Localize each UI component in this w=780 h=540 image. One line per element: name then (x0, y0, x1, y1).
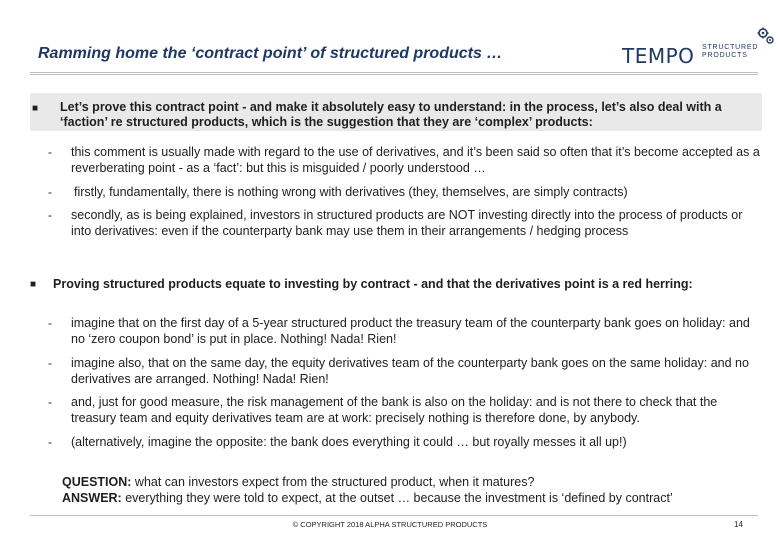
answer-line (62, 490, 762, 506)
question-text: what can investors expect from the structured product, when it matures? (131, 475, 535, 489)
dash-bullet: - (48, 316, 52, 330)
page-number: 14 (734, 520, 743, 529)
dash-bullet: - (48, 395, 52, 409)
logo-wordmark: TEMPO (622, 44, 695, 68)
proof-text: Proving structured products equate to investing by contract - and that the derivatives point is a red herring: (53, 277, 693, 291)
intro-text: Let’s prove this contract point - and make it absolutely easy to understand: in the process, let’s also deal with a ‘faction’ re structured products, which is the suggestion that they are ‘complex’ products: (60, 100, 722, 129)
intro-item-3: secondly, as is being explained, investors in structured products are NOT investing directly into the process of products or into derivatives: even if the counterparty bank may use them in their arrangements / hedging process (71, 208, 743, 238)
logo-subtitle: STRUCTURED PRODUCTS (702, 44, 759, 59)
dash-bullet: - (48, 356, 52, 370)
dash-bullet: - (48, 208, 52, 222)
proof-item-1: imagine that on the first day of a 5-year structured product the treasury team of the counterparty bank goes on holiday: and no ‘zero coupon bond’ is put in place. Nothing! Nada! Rien! (71, 316, 750, 346)
header-divider-secondary (30, 74, 758, 75)
proof-item-3: and, just for good measure, the risk management of the bank is also on the holiday: and is not there to check that the treasury team and equity derivatives team are at work: precisely nothing is therefore done, by anybody. (71, 395, 718, 425)
copyright-footer: © COPYRIGHT 2018 ALPHA STRUCTURED PRODUCTS (292, 520, 488, 529)
proof-item-4: (alternatively, imagine the opposite: the bank does everything it could … but royally messes it all up!) (71, 435, 627, 449)
logo-gear-icon (756, 26, 776, 46)
question-label: QUESTION: (62, 475, 132, 489)
header-divider (30, 72, 758, 73)
proof-item-2: imagine also, that on the same day, the equity derivatives team of the counterparty bank goes on the same holiday: and no derivatives are arranged. Nothing! Nada! Rien! (71, 356, 749, 386)
slide-title: Ramming home the ‘contract point’ of structured products … (38, 45, 503, 62)
question-line (62, 474, 762, 490)
intro-item-1: this comment is usually made with regard to the use of derivatives, and it’s been said so often that it’s become accepted as a reverberating point - as a ‘fact’: but this is misguided / poorly understood … (71, 145, 760, 175)
intro-item-2: firstly, fundamentally, there is nothing wrong with derivatives (they, themselves, are simply contracts) (74, 185, 628, 199)
answer-text: everything they were told to expect, at the outset … because the investment is ‘defined by contract’ (121, 491, 673, 505)
dash-bullet: - (48, 435, 52, 449)
answer-label: ANSWER: (62, 491, 122, 505)
footer-divider (30, 515, 758, 516)
square-bullet-icon: ■ (30, 279, 37, 290)
square-bullet-icon: ■ (32, 103, 39, 114)
dash-bullet: - (48, 185, 52, 199)
dash-bullet: - (48, 145, 52, 159)
tempo-logo (622, 38, 774, 68)
